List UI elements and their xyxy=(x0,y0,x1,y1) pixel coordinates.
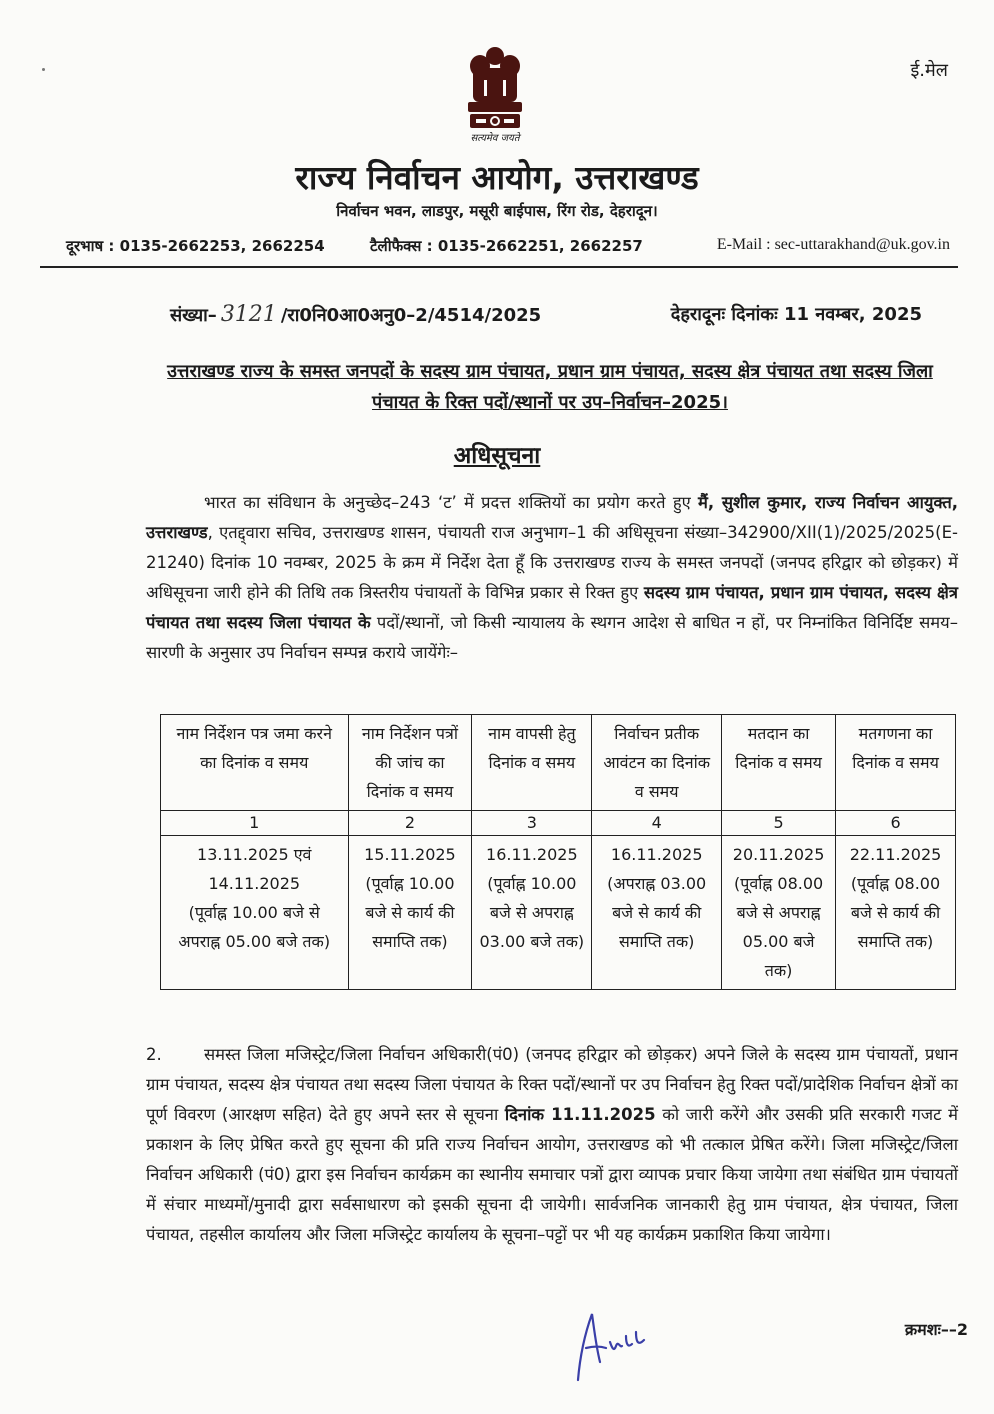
table-cell xyxy=(836,836,956,990)
table-header-cell: मतदान का दिनांक व समय xyxy=(722,715,836,811)
cell-date: 16.11.2025 xyxy=(610,845,703,864)
ref-handwritten-number: 3121 xyxy=(220,302,277,327)
signature-icon xyxy=(570,1306,660,1386)
para2-number: 2. xyxy=(146,1045,162,1064)
org-address: निर्वाचन भवन, लाडपुर, मसूरी बाईपास, रिंग रोड, देहरादून। xyxy=(336,202,658,220)
table-header-cell: मतगणना का दिनांक व समय xyxy=(836,715,956,811)
org-name: राज्य निर्वाचन आयोग, उत्तराखण्ड xyxy=(295,158,699,197)
table-cell xyxy=(348,836,472,990)
para1-text-c: , एतद्द्वारा सचिव, उत्तराखण्ड शासन, पंचायती राज अनुभाग–1 की अधिसूचना संख्या–342900/XII(1)/2025/2025(E-21240) दिनांक 10 नवम्बर, 2025 के क्रम में निर्देश देता हूँ कि उत्तराखण्ड राज्य के समस्त जनपदों (जनपद हरिद्वार को छोड़कर) में अधिसूचना जारी होने की तिथि तक त्रिस्तरीय पंचायतों के विभिन्न प्रकार से रिक्त हुए xyxy=(146,523,958,602)
cell-time: (अपराह्न 03.00 बजे से कार्य की समाप्ति तक) xyxy=(607,874,707,951)
table-cell xyxy=(592,836,722,990)
ref-suffix: /रा0नि0आ0अनु0–2/4514/2025 xyxy=(280,305,542,326)
ref-prefix: संख्या– xyxy=(170,305,217,326)
table-header-cell: नाम वापसी हेतु दिनांक व समय xyxy=(472,715,592,811)
table-header-cell: नाम निर्देशन पत्र जमा करने का दिनांक व समय xyxy=(161,715,349,811)
table-cell: 6 xyxy=(836,811,956,836)
para1-text-a: भारत का संविधान के अनुच्छेद–243 ‘ट’ में प्रदत्त शक्तियों का प्रयोग करते हुए xyxy=(204,493,698,512)
para1-text-e: पदों/स्थानों, जो किसी न्यायालय के स्थगन आदेश से बाधित न हों, पर निम्नांकित विनिर्दिष्ट समय–सारणी के अनुसार उप निर्वाचन सम्पन्न कराये जायेंगेः– xyxy=(146,613,958,662)
emblem-motto: सत्यमेव जयते xyxy=(470,133,520,144)
notification-heading: अधिसूचना xyxy=(453,443,541,469)
para1-commissioner: मैं, सुशील कुमार, राज्य निर्वाचन आयुक्त, उत्तराखण्ड xyxy=(146,493,959,542)
table-header-cell: नाम निर्देशन पत्रों की जांच का दिनांक व समय xyxy=(348,715,472,811)
reference-number xyxy=(170,302,541,327)
table-cell xyxy=(472,836,592,990)
cell-date: 16.11.2025 xyxy=(486,845,578,864)
cell-date: 22.11.2025 xyxy=(849,845,942,864)
place-date: देहरादूनः दिनांकः 11 नवम्बर, 2025 xyxy=(670,304,922,325)
cell-date: 13.11.2025 एवं 14.11.2025 xyxy=(197,845,312,893)
header-divider xyxy=(40,266,958,268)
state-emblem-icon xyxy=(460,44,530,144)
paragraph-2 xyxy=(146,1040,958,1250)
cell-time: (पूर्वाह्न 10.00 बजे से अपराह्न 03.00 बजे तक) xyxy=(479,874,585,951)
scan-speck xyxy=(42,68,45,71)
table-cell: 4 xyxy=(592,811,722,836)
table-cell xyxy=(161,836,349,990)
cell-date: 20.11.2025 xyxy=(732,845,825,864)
table-cell xyxy=(722,836,836,990)
table-number-row xyxy=(161,811,956,836)
para2-text-a: समस्त जिला मजिस्ट्रेट/जिला निर्वाचन अधिकारी(पं0) (जनपद हरिद्वार को छोड़कर) अपने जिले के सदस्य ग्राम पंचायतों, प्रधान ग्राम पंचायत, सदस्य क्षेत्र पंचायत तथा सदस्य जिला पंचायत के रिक्त पदों/स्थानों पर उप निर्वाचन हेतु रिक्त पदों/प्रादेशिक निर्वाचन क्षेत्रों का पूर्ण विवरण (आरक्षण सहित) देते हुए अपने स्तर से सूचना xyxy=(146,1045,958,1124)
table-cell: 5 xyxy=(722,811,836,836)
cell-time: (पूर्वाह्न 10.00 बजे से कार्य की समाप्ति तक) xyxy=(365,874,455,951)
contact-phone: दूरभाष : 0135-2662253, 2662254 xyxy=(66,237,325,255)
para1-posts: सदस्य ग्राम पंचायत, प्रधान ग्राम पंचायत, सदस्य क्षेत्र पंचायत तथा सदस्य जिला पंचायत के xyxy=(146,583,958,632)
para2-date: दिनांक 11.11.2025 xyxy=(504,1105,656,1124)
table-row xyxy=(161,836,956,990)
subject-line: उत्तराखण्ड राज्य के समस्त जनपदों के सदस्य ग्राम पंचायत, प्रधान ग्राम पंचायत, सदस्य क्षेत्र पंचायत तथा सदस्य जिला पंचायत के रिक्त पदों/स्थानों पर उप–निर्वाचन–2025। xyxy=(167,361,933,413)
continuation-mark: क्रमशः––2 xyxy=(904,1320,968,1339)
paragraph-1 xyxy=(146,488,958,668)
para2-text-c: को जारी करेंगे और उसकी प्रति सरकारी गजट में प्रकाशन के लिए प्रेषित करते हुए सूचना की प्रति राज्य निर्वाचन आयोग, उत्तराखण्ड को भी तत्काल प्रेषित करेंगे। जिला मजिस्ट्रेट/जिला निर्वाचन अधिकारी (पं0) द्वारा इस निर्वाचन कार्यक्रम का स्थानीय समाचार पत्रों द्वारा व्यापक प्रचार किया जायेगा तथा संबंधित ग्राम पंचायतों में संचार माध्यमों/मुनादी द्वारा सर्वसाधारण को इसकी सूचना दी जायेगी। सार्वजनिक जानकारी हेतु ग्राम पंचायत, क्षेत्र पंचायत, जिला पंचायत, तहसील कार्यालय और जिला मजिस्ट्रेट कार्यालय के सूचना–पट्टों पर भी यह कार्यक्रम प्रकाशित किया जायेगा। xyxy=(146,1105,958,1244)
contact-email: E-Mail : sec-uttarakhand@uk.gov.in xyxy=(716,236,950,253)
table-cell: 1 xyxy=(161,811,349,836)
cell-date: 15.11.2025 xyxy=(364,845,456,864)
election-schedule-table xyxy=(160,714,956,990)
cell-time: (पूर्वाह्न 08.00 बजे से अपराह्न 05.00 बजे तक) xyxy=(733,874,824,980)
table-header-cell: निर्वाचन प्रतीक आवंटन का दिनांक व समय xyxy=(592,715,722,811)
email-tag: ई.मेल xyxy=(910,60,948,81)
table-cell: 2 xyxy=(348,811,472,836)
table-cell: 3 xyxy=(472,811,592,836)
cell-time: (पूर्वाह्न 08.00 बजे से कार्य की समाप्ति तक) xyxy=(850,874,941,951)
table-header-row xyxy=(161,715,956,811)
cell-time: (पूर्वाह्न 10.00 बजे से अपराह्न 05.00 बजे तक) xyxy=(178,903,331,951)
contact-fax: टैलीफैक्स : 0135-2662251, 2662257 xyxy=(370,237,643,255)
